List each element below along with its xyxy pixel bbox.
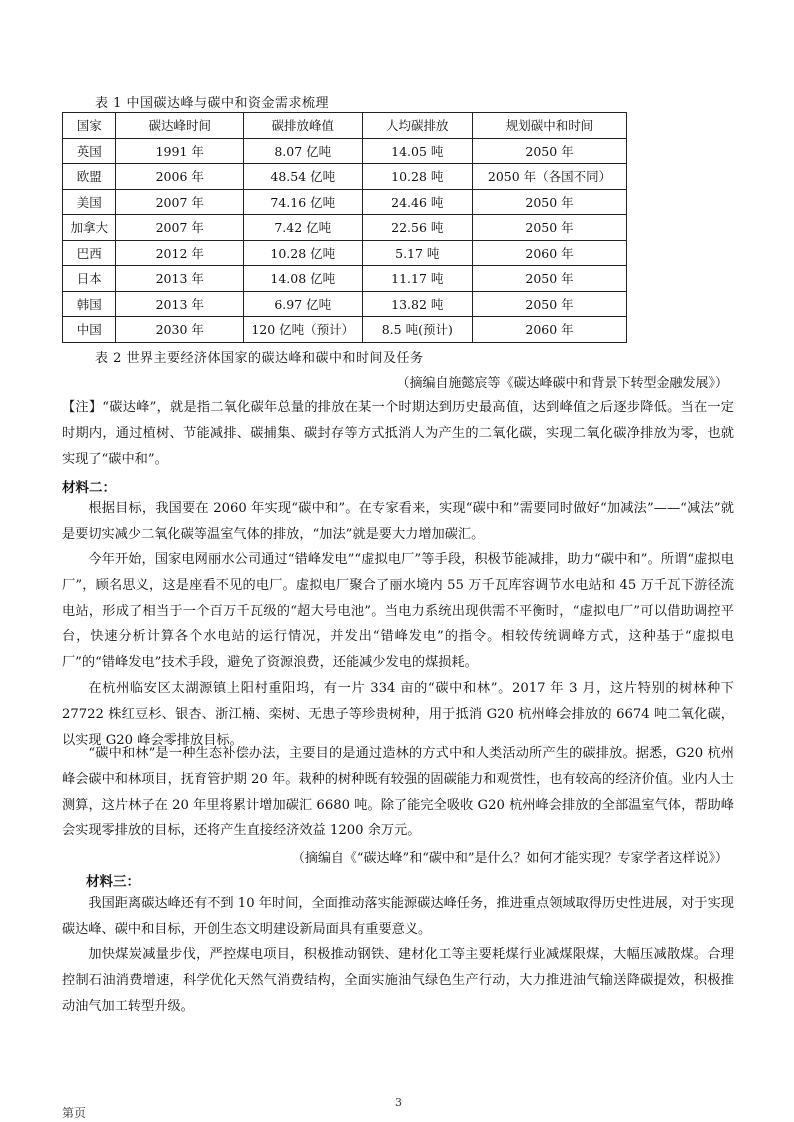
table-row [63,240,627,266]
table-header-row [63,113,627,139]
table-cell: 7.42 亿吨 [244,215,362,241]
table-row [63,138,627,164]
material3-paragraph: 加快煤炭减量步伐，严控煤电项目，积极推动钢铁、建材化工等主要耗煤行业减煤限煤，大幅压减散煤。合理控制石油消费增速，科学优化天然气消费结构，全面实施油气绿色生产行动，大力推进油气输送降碳提效，积极推动油气加工转型升级。 [62,947,734,1014]
table2-caption: 表 2 世界主要经济体国家的碳达峰和碳中和时间及任务 [95,351,424,366]
table-cell: 2006 年 [116,164,244,190]
table-row [63,215,627,241]
table-cell: 22.56 吨 [362,215,473,241]
table-cell: 2030 年 [116,317,244,343]
table-row [63,291,627,317]
note-paragraph: 【注】“碳达峰”，就是指二氧化碳年总量的排放在某一个时期达到历史最高值，达到峰值之后逐步降低。当在一定时期内，通过植树、节能减排、碳捕集、碳封存等方式抵消人为产生的二氧化碳，实现二氧化碳净排放为零，也就实现了“碳中和”。 [62,400,734,467]
material2-heading: 材料二： [62,480,116,496]
table-row [63,266,627,292]
table-row [63,317,627,343]
carbon-table [62,112,627,343]
table-cell: 日本 [63,266,116,292]
table-cell: 加拿大 [63,215,116,241]
table-cell: 2013 年 [116,266,244,292]
table-cell: 2060 年 [473,317,627,343]
table-cell: 2050 年 [473,266,627,292]
table-cell: 欧盟 [63,164,116,190]
table-cell: 11.17 吨 [362,266,473,292]
source-citation-1: （摘编自施懿宸等《碳达峰碳中和背景下转型金融发展》） [396,376,728,391]
material3-heading: 材料三： [86,874,140,890]
table-cell: 2050 年（各国不同） [473,164,627,190]
material2-paragraph: 今年开始，国家电网丽水公司通过“错峰发电”“虚拟电厂”等手段，积极节能减排，助力“碳中和”。所谓“虚拟电厂”，顾名思义，这是座看不见的电厂。虚拟电厂聚合了丽水境内 55 万千瓦库容调节水电站和 45 万千瓦下游径流电站，形成了相当于一个百万千瓦级的“超大号电池”。当电力系统出现供需不平衡时，“虚拟电厂”可以借助调控平台，快速分析计算各个水电站的运行情况，并发出“错峰发电”的指令。相较传统调峰方式，这种基于“虚拟电厂”的“错峰发电”技术手段，避免了资源浪费，还能减少发电的煤损耗。 [62,552,734,671]
table-cell: 14.08 亿吨 [244,266,362,292]
table-cell: 5.17 吨 [362,240,473,266]
table-cell: 2050 年 [473,189,627,215]
table1-caption: 表 1 中国碳达峰与碳中和资金需求梳理 [95,96,330,111]
table-row [63,164,627,190]
table-cell: 英国 [63,138,116,164]
table-cell: 1991 年 [116,138,244,164]
table-cell: 6.97 亿吨 [244,291,362,317]
table-cell: 2007 年 [116,189,244,215]
table-cell: 巴西 [63,240,116,266]
table-cell: 2060 年 [473,240,627,266]
table-cell: 13.82 吨 [362,291,473,317]
source-citation-2: （摘编自《“碳达峰”和“碳中和”是什么？如何才能实现？专家学者这样说》） [291,851,728,866]
table-cell: 2050 年 [473,215,627,241]
header-peak-time: 碳达峰时间 [116,113,244,139]
header-country: 国家 [63,113,116,139]
table-cell: 2007 年 [116,215,244,241]
material2-paragraph: 在杭州临安区太湖源镇上阳村重阳坞，有一片 334 亩的“碳中和林”。2017 年 3 月，这片特别的树林种下 27722 株红豆杉、银杏、浙江楠、栾树、无患子等珍贵树种，用于抵消 G20 杭州峰会排放的 6674 吨二氧化碳，以实现 G20 峰会零排放目标。 [62,681,734,748]
table-cell: 48.54 亿吨 [244,164,362,190]
table-cell: 10.28 亿吨 [244,240,362,266]
table-row [63,189,627,215]
header-neutral-time: 规划碳中和时间 [473,113,627,139]
table-cell: 74.16 亿吨 [244,189,362,215]
table-cell: 8.5 吨(预计) [362,317,473,343]
table-cell: 10.28 吨 [362,164,473,190]
footer-label: 第页 [62,1106,87,1120]
table-cell: 8.07 亿吨 [244,138,362,164]
table-cell: 24.46 吨 [362,189,473,215]
table-cell: 美国 [63,189,116,215]
page-number: 3 [395,1096,402,1109]
table-cell: 2013 年 [116,291,244,317]
table-cell: 2050 年 [473,138,627,164]
table-cell: 中国 [63,317,116,343]
table-cell: 2012 年 [116,240,244,266]
table-cell: 韩国 [63,291,116,317]
material2-paragraph: “碳中和林”是一种生态补偿办法，主要目的是通过造林的方式中和人类活动所产生的碳排放。据悉，G20 杭州峰会碳中和林项目，抚育管护期 20 年。栽种的树种既有较强的固碳能力和观赏性，也有较高的经济价值。业内人士测算，这片林子在 20 年里将累计增加碳汇 6680 吨。除了能完全吸收 G20 杭州峰会排放的全部温室气体，帮助峰会实现零排放的目标，还将产生直接经济效益 1200 余万元。 [62,746,734,839]
table-cell: 2050 年 [473,291,627,317]
material3-paragraph: 我国距离碳达峰还有不到 10 年时间，全面推动落实能源碳达峰任务，推进重点领域取得历史性进展，对于实现碳达峰、碳中和目标，开创生态文明建设新局面具有重要意义。 [62,896,734,937]
header-per-capita: 人均碳排放 [362,113,473,139]
table-cell: 120 亿吨（预计） [244,317,362,343]
table-cell: 14.05 吨 [362,138,473,164]
header-peak-emission: 碳排放峰值 [244,113,362,139]
material2-paragraph: 根据目标，我国要在 2060 年实现“碳中和”。在专家看来，实现“碳中和”需要同时做好“加减法”——“减法”就是要切实减少二氧化碳等温室气体的排放，“加法”就是要大力增加碳汇。 [62,501,734,542]
